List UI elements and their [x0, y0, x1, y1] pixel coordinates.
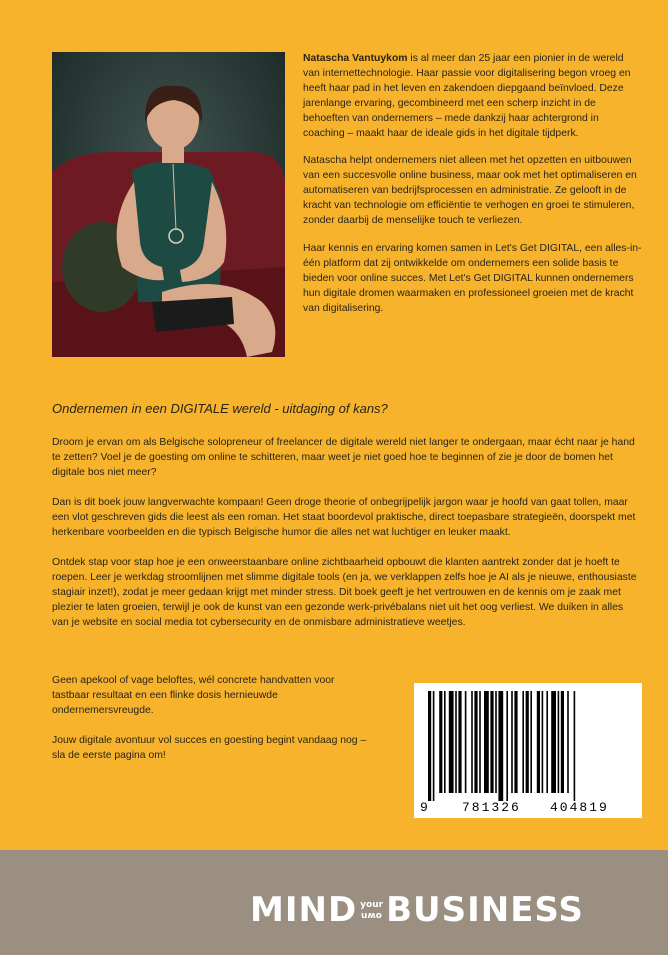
barcode-bar: [522, 691, 524, 793]
blurb-paragraph-3: Ontdek stap voor stap hoe je een onweerstaanbare online zichtbaarheid opbouwt die klanten aantrekt zonder dat je hoeft te roepen. Leer je werkdag stroomlijnen met slimme digitale tools (en ja, we verklappen zelfs hoe je AI als je nieuwe, enthousiaste stagiair inzet!), zodat je meer gedaan krijgt met minder stress. Dit boek geeft je het vertrouwen en de kennis om je zaak met plezier te laten groeien, terwijl je ook de kunst van een gezonde werk-privébalans niet uit het oog verliest. We duiken in alles van je website en social media tot cybersecurity en de onmisbare administratieve weetjes.: [52, 557, 637, 628]
closing-text: [52, 673, 372, 778]
barcode-bar: [530, 691, 532, 793]
closing-paragraph-2: Jouw digitale avontuur vol succes en goesting begint vandaag nog – sla de eerste pagina om!: [52, 735, 367, 761]
barcode-bar: [474, 691, 477, 793]
barcode-bar: [506, 691, 508, 801]
author-bio: [303, 52, 643, 330]
logo-business: BUSINESS: [386, 890, 584, 930]
closing-paragraph-1: Geen apekool of vage beloftes, wél concrete handvatten voor tastbaar resultaat en een flinke dosis hernieuwde ondernemersvreugde.: [52, 675, 335, 716]
isbn-barcode: [414, 683, 642, 818]
logo-your: your: [360, 900, 384, 910]
logo-own: own: [361, 910, 383, 920]
logo-your-own: [360, 900, 383, 920]
section-heading: Ondernemen in een DIGITALE wereld - uitdaging of kans?: [52, 401, 388, 416]
barcode-bar: [455, 691, 457, 793]
bio-paragraph-3: Haar kennis en ervaring komen samen in Let's Get DIGITAL, een alles-in-één platform dat zij ontwikkelde om ondernemers een solide basis te bieden voor online succes. Met Let's Get DIGITAL kunnen ondernemers hun digitale dromen waarmaken en professioneel groeien met de kracht van digitalisering.: [303, 242, 642, 314]
footer-band: [0, 850, 668, 955]
barcode-bar: [465, 691, 467, 793]
barcode-bar: [449, 691, 454, 793]
barcode-bar: [444, 691, 446, 793]
author-portrait-image: [52, 52, 285, 357]
barcode-bar: [561, 691, 564, 793]
barcode-bar: [567, 691, 569, 793]
barcode-bar: [479, 691, 481, 793]
barcode-bar: [511, 691, 513, 793]
blurb-body: [52, 435, 642, 645]
barcode-bar: [490, 691, 493, 793]
barcode-bar: [558, 691, 560, 793]
logo-mind: MIND: [250, 890, 358, 930]
barcode-bar: [542, 691, 544, 793]
barcode-bars: [414, 683, 642, 801]
barcode-digits: [414, 800, 642, 816]
barcode-bar: [537, 691, 540, 793]
author-name: Natascha Vantuykom: [303, 53, 408, 64]
barcode-bar: [514, 691, 517, 793]
barcode-bar: [471, 691, 473, 793]
barcode-bar: [484, 691, 489, 793]
barcode-digits-right: 404819: [550, 800, 609, 815]
barcode-bar: [546, 691, 548, 793]
barcode-digits-left: 781326: [462, 800, 521, 815]
barcode-bar: [574, 691, 576, 801]
barcode-bar: [433, 691, 435, 801]
blurb-paragraph-2: Dan is dit boek jouw langverwachte kompaan! Geen droge theorie of onbegrijpelijk jargon waar je hoofd van gaat tollen, maar een vlot geschreven gids die leest als een roman. Het staat boordevol praktische, direct toepasbare strategieën, doorspekt met herkenbare voorbeelden en die typisch Belgische humor die alles net wat luchtiger en leuker maakt.: [52, 497, 636, 538]
barcode-bar: [495, 691, 497, 793]
barcode-bar: [458, 691, 461, 793]
author-portrait: [52, 52, 285, 357]
bio-paragraph-1-text: is al meer dan 25 jaar een pionier in de wereld van internettechnologie. Haar passie voor digitalisering begon vroeg en heeft haar pad in het leven en zakendoen diepgaand beïnvloed. Deze jarenlange ervaring, gecombineerd met een scherp inzicht in de behoeften van ondernemers – mede dankzij haar achtergrond in coaching – maakt haar de ideale gids in het digitale tijdperk.: [303, 53, 631, 139]
barcode-bar: [526, 691, 529, 793]
barcode-bar: [439, 691, 442, 793]
publisher-logo: [250, 890, 584, 930]
barcode-bar: [498, 691, 503, 801]
blurb-paragraph-1: Droom je ervan om als Belgische solopreneur of freelancer de digitale wereld niet langer te ondergaan, maar écht naar je hand te zetten? Voel je de goesting om online te schitteren, maar weet je niet goed hoe te beginnen of zie je door de bomen het digitale bos niet meer?: [52, 437, 635, 478]
bio-paragraph-1: [303, 52, 643, 141]
barcode-bar: [551, 691, 556, 793]
barcode-bar: [428, 691, 431, 801]
bio-paragraph-2: Natascha helpt ondernemers niet alleen met het opzetten en uitbouwen van een succesvolle online business, maar ook met het optimaliseren en automatiseren van bedrijfsprocessen en administratie. Ze gelooft in de kracht van technologie om efficiëntie te verhogen en groei te stimuleren, zonder daarbij de menselijke touch te verliezen.: [303, 155, 637, 227]
barcode-digit-first: 9: [420, 800, 428, 815]
